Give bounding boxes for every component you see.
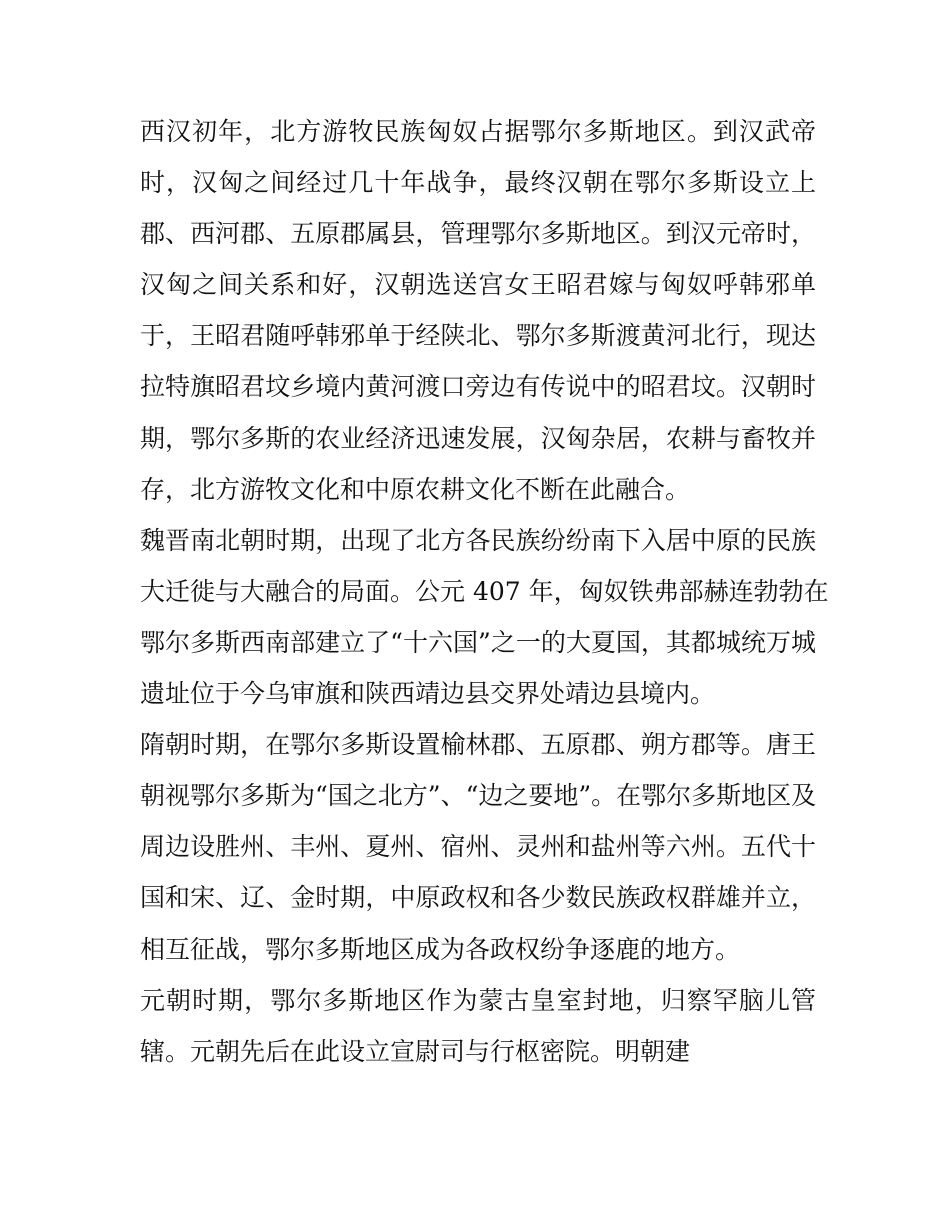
document-body [140,106,829,1077]
text-line: 西汉初年，北方游牧民族匈奴占据鄂尔多斯地区。到汉武帝 [140,117,816,146]
text-line: 鄂尔多斯西南部建立了“十六国”之一的大夏国，其都城统万城 [140,627,816,657]
text-line: 遗址位于今乌审旗和陕西靖边县交界处靖边县境内。 [140,679,716,709]
text-line: 国和宋、辽、金时期，中原政权和各少数民族政权群雄并立， [140,883,816,913]
text-line: 魏晋南北朝时期，出现了北方各民族纷纷南下入居中原的民族 [140,525,816,555]
text-line: 相互征战，鄂尔多斯地区成为各政权纷争逐鹿的地方。 [140,934,741,964]
text-line: 汉匈之间关系和好，汉朝选送宫女王昭君嫁与匈奴呼韩邪单 [140,270,816,300]
text-line: 元朝时期，鄂尔多斯地区作为蒙古皇室封地，归察罕脑儿管 [140,985,816,1015]
paragraph-suitang [140,719,816,974]
text-line: 时，汉匈之间经过几十年战争，最终汉朝在鄂尔多斯设立上 [140,168,816,198]
text-line: 辖。元朝先后在此设立宣尉司与行枢密院。明朝建 [140,1036,691,1066]
text-line: 朝视鄂尔多斯为“国之北方”、“边之要地”。在鄂尔多斯地区及 [140,781,817,811]
paragraph-weijin [140,515,829,719]
text-line: 期，鄂尔多斯的农业经济迅速发展，汉匈杂居，农耕与畜牧并 [140,423,816,453]
text-line: 于，王昭君随呼韩邪单于经陕北、鄂尔多斯渡黄河北行，现达 [140,321,816,351]
text-line: 周边设胜州、丰州、夏州、宿州、灵州和盐州等六州。五代十 [140,832,816,862]
text-line: 隋朝时期，在鄂尔多斯设置榆林郡、五原郡、朔方郡等。唐王 [140,730,816,760]
paragraph-xihan [140,106,816,515]
text-line: 拉特旗昭君坟乡境内黄河渡口旁边有传说中的昭君坟。汉朝时 [140,372,816,402]
paragraph-yuanming [140,975,816,1077]
text-line: 大迁徙与大融合的局面。公元 407 年，匈奴铁弗部赫连勃勃在 [140,576,829,606]
text-line: 存，北方游牧文化和中原农耕文化不断在此融合。 [140,474,691,504]
text-line: 郡、西河郡、五原郡属县，管理鄂尔多斯地区。到汉元帝时， [140,219,816,249]
